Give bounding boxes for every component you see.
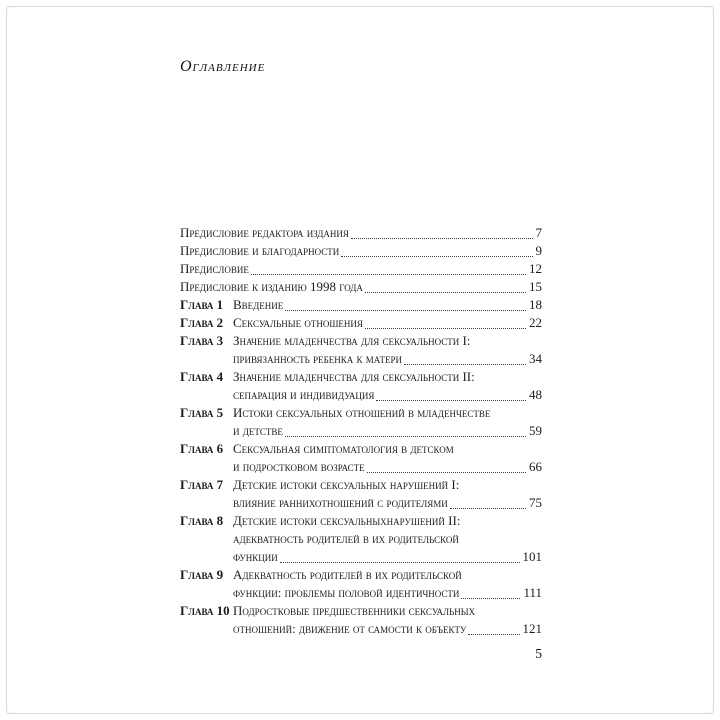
toc-entry [180,332,542,368]
toc-entry [180,296,542,314]
entry-text: Адекватность родителей в их родительской [233,567,462,582]
page-title: Оглавление [180,58,266,75]
entry-content [233,566,542,602]
entry-page-number: 9 [535,243,542,258]
chapter-label: Глава 1 [180,297,224,312]
entry-line [233,404,542,422]
entry-page-number: 111 [523,585,542,600]
entry-line [233,584,542,602]
dot-leader [365,314,526,329]
entry-content [233,314,542,332]
dot-leader [351,224,533,239]
toc-entry [180,260,542,278]
entry-line [233,548,542,566]
entry-line [233,530,542,548]
entry-text: Значение младенчества для сексуальности II: [233,369,475,384]
toc-entry [180,314,542,332]
entry-text: функции: проблемы половой идентичности [233,585,460,600]
entry-line [233,386,542,404]
toc-entry [180,278,542,296]
toc-entry [180,512,542,566]
entry-line [233,350,542,368]
entry-page-number: 121 [522,621,542,636]
entry-content [180,278,542,296]
entry-text: Подростковые предшественники сексуальных [233,603,476,618]
entry-text: и подростковом возрасте [233,459,365,474]
entry-line [233,494,542,512]
entry-line [180,260,542,278]
toc-list [180,224,542,638]
toc-entry [180,242,542,260]
entry-text: адекватность родителей в их родительской [233,531,459,546]
entry-page-number: 34 [529,351,542,366]
toc-entry [180,602,542,638]
dot-leader [285,296,526,311]
chapter-label: Глава 9 [180,567,224,582]
entry-page-number: 7 [535,225,542,240]
entry-line [180,278,542,296]
entry-text: сепарация и индивидуация [233,387,375,402]
toc-entry [180,224,542,242]
entry-line [233,512,542,530]
entry-text: Введение [233,297,284,312]
entry-line [233,332,542,350]
entry-content [233,602,542,638]
dot-leader [468,620,519,635]
entry-page-number: 22 [529,315,542,330]
entry-content [180,260,542,278]
entry-content [233,296,542,314]
chapter-label: Глава 10 [180,603,230,618]
entry-page-number: 75 [529,495,542,510]
entry-text: Значение младенчества для сексуальности I: [233,333,471,348]
entry-content [233,368,542,404]
entry-page-number: 66 [529,459,542,474]
toc-entry [180,368,542,404]
entry-content [233,332,542,368]
chapter-label: Глава 6 [180,441,224,456]
entry-text: Сексуальные отношения [233,315,363,330]
dot-leader [450,494,526,509]
entry-line [233,296,542,314]
entry-text: и детстве [233,423,283,438]
entry-text: Предисловие и благодарности [180,243,340,258]
chapter-label: Глава 5 [180,405,224,420]
entry-line [233,314,542,332]
entry-content [233,404,542,440]
dot-leader [285,422,526,437]
entry-line [233,440,542,458]
entry-text: Предисловие к изданию 1998 года [180,279,363,294]
dot-leader [280,548,520,563]
chapter-label: Глава 7 [180,477,224,492]
entry-page-number: 18 [529,297,542,312]
dot-leader [367,458,526,473]
entry-text: влияние раннихотношений с родителями [233,495,448,510]
entry-line [233,476,542,494]
toc-entry [180,440,542,476]
dot-leader [365,278,526,293]
chapter-label: Глава 2 [180,315,224,330]
entry-content [233,440,542,476]
entry-page-number: 59 [529,423,542,438]
toc-entry [180,566,542,602]
entry-line [180,242,542,260]
chapter-label: Глава 4 [180,369,224,384]
entry-content [180,242,542,260]
entry-line [233,602,542,620]
entry-text: Сексуальная симптоматология в детском [233,441,454,456]
dot-leader [251,260,526,275]
chapter-label: Глава 8 [180,513,224,528]
entry-content [233,476,542,512]
entry-text: Истоки сексуальных отношений в младенчестве [233,405,491,420]
dot-leader [341,242,532,257]
toc-entry [180,404,542,440]
dot-leader [376,386,526,401]
entry-text: Предисловие [180,261,249,276]
entry-text: Предисловие редактора издания [180,225,349,240]
entry-line [233,368,542,386]
chapter-label: Глава 3 [180,333,224,348]
entry-line [180,224,542,242]
entry-page-number: 48 [529,387,542,402]
entry-text: функции [233,549,278,564]
entry-page-number: 15 [529,279,542,294]
entry-page-number: 101 [522,549,542,564]
entry-text: Детские истоки сексуальных нарушений I: [233,477,460,492]
dot-leader [404,350,526,365]
entry-content [233,512,542,566]
entry-line [233,566,542,584]
entry-line [233,422,542,440]
entry-page-number: 12 [529,261,542,276]
entry-text: отношений: движение от самости к объекту [233,621,467,636]
entry-line [233,458,542,476]
entry-content [180,224,542,242]
folio-page-number: 5 [535,646,542,661]
entry-text: Детские истоки сексуальныхнарушений II: [233,513,461,528]
toc-entry [180,476,542,512]
dot-leader [461,584,520,599]
entry-line [233,620,542,638]
entry-text: привязанность ребенка к матери [233,351,402,366]
